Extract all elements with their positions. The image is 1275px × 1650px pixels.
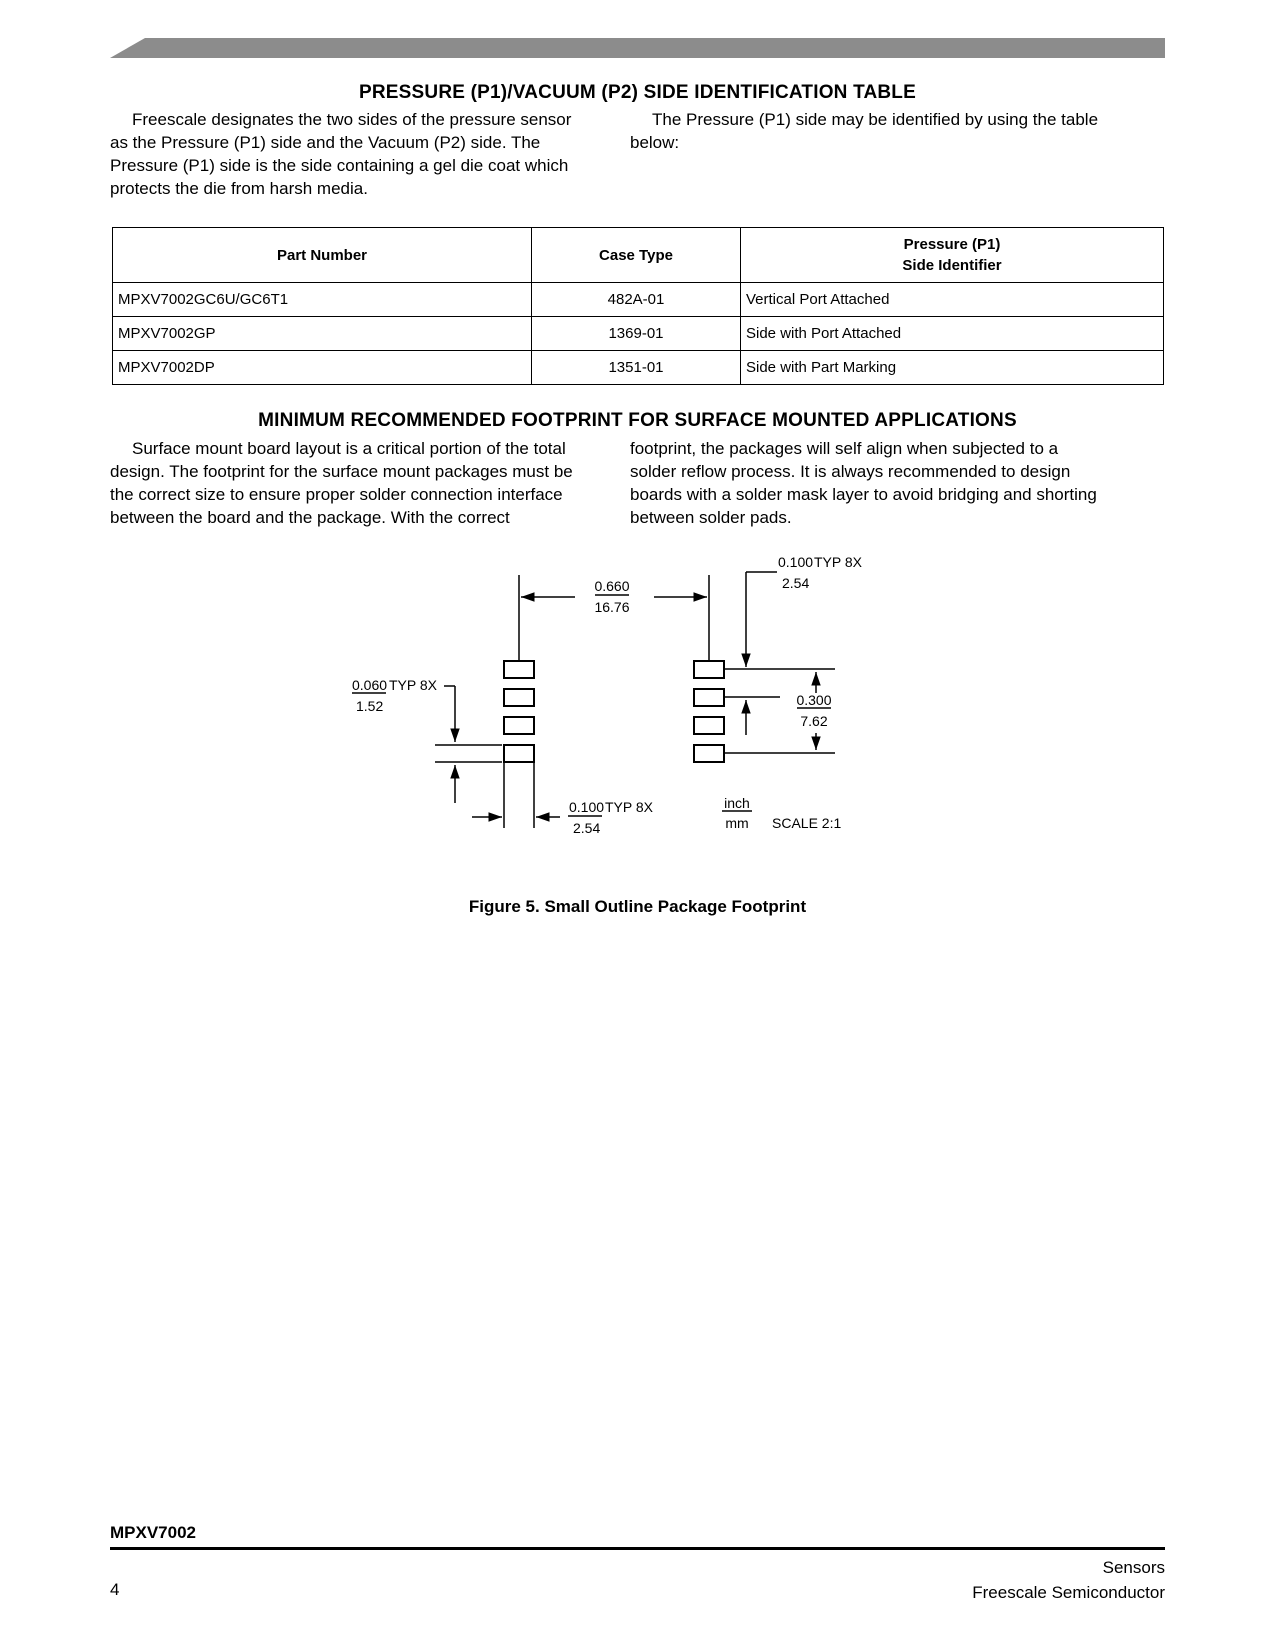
pad-right-2 [694,689,724,706]
table-row [113,317,1164,351]
page-number: 4 [110,1580,120,1599]
table-row [113,351,1164,385]
cell-side-identifier: Vertical Port Attached [741,283,1164,317]
dim-pad-height-suffix: TYP 8X [389,677,437,693]
side-identification-table [112,227,1164,385]
intro-paragraph-right: The Pressure (P1) side may be identified by using the table below: [630,110,1099,152]
dim-pitch-top-inch: 0.100 [778,554,814,570]
footer-company-block [972,1555,1165,1605]
cell-side-identifier: Side with Part Marking [741,351,1164,385]
header-part-number: Part Number [113,228,532,283]
pad-left-1 [504,661,534,678]
footprint-paragraph-left: Surface mount board layout is a critical portion of the total design. The footprint for the surface mount packages must be the correct size to ensure proper solder connection interface between the board and the package. With the correct [110,439,573,527]
scale-label: SCALE 2:1 [772,815,842,831]
dim-pad-height-inch: 0.060 [352,677,388,693]
pad-right-1 [694,661,724,678]
header-side-identifier-line1: Pressure (P1) [903,236,1001,253]
footer-part-number: MPXV7002 [110,1523,196,1542]
header-side-identifier [741,228,1164,283]
table-row [113,283,1164,317]
footprint-paragraph-right: footprint, the packages will self align when subjected to a solder reflow process. It is always recommended to design boards with a solder mask layer to avoid bridging and shorting between solder pads. [630,439,1097,527]
figure-caption: Figure 5. Small Outline Package Footprint [468,897,807,916]
unit-inch: inch [724,795,750,811]
dim-pitch-top-mm: 2.54 [782,575,810,591]
section-title-side-identification: PRESSURE (P1)/VACUUM (P2) SIDE IDENTIFICATION TABLE [358,82,916,103]
cell-part-number: MPXV7002GC6U/GC6T1 [113,283,532,317]
footer-category: Sensors [1102,1558,1165,1577]
pad-left-3 [504,717,534,734]
dim-pad-width-mm: 2.54 [573,820,601,836]
dim-pitch-top-suffix: TYP 8X [814,554,862,570]
cell-side-identifier: Side with Port Attached [741,317,1164,351]
dim-pad-width-suffix: TYP 8X [605,799,653,815]
cell-case-type: 1351-01 [532,351,741,385]
footprint-figure [340,554,900,875]
cell-part-number: MPXV7002GP [113,317,532,351]
footer-company: Freescale Semiconductor [972,1583,1165,1602]
dim-row-inch: 0.300 [796,692,832,708]
header-side-identifier-line2: Side Identifier [902,257,1002,274]
dimension-labels [352,554,863,836]
dim-row-mm: 7.62 [800,713,828,729]
header-banner [110,38,1165,58]
intro-paragraph-left: Freescale designates the two sides of the pressure sensor as the Pressure (P1) side and the Vacuum (P2) side. The Pressure (P1) side is the side containing a gel die coat which protects the die from harsh media. [110,110,572,198]
pad-left-4 [504,745,534,762]
table-header-row [113,228,1164,283]
dim-pad-width-inch: 0.100 [569,799,605,815]
cell-part-number: MPXV7002DP [113,351,532,385]
section-title-footprint: MINIMUM RECOMMENDED FOOTPRINT FOR SURFACE MOUNTED APPLICATIONS [258,410,1017,431]
footer-divider [110,1547,1165,1550]
unit-mm: mm [725,815,749,831]
dim-pad-height-mm: 1.52 [356,698,384,714]
dim-span-mm: 16.76 [594,599,630,615]
pad-right-4 [694,745,724,762]
dim-span-inch: 0.660 [594,578,630,594]
header-case-type: Case Type [532,228,741,283]
cell-case-type: 1369-01 [532,317,741,351]
pad-right-3 [694,717,724,734]
cell-case-type: 482A-01 [532,283,741,317]
pad-left-2 [504,689,534,706]
